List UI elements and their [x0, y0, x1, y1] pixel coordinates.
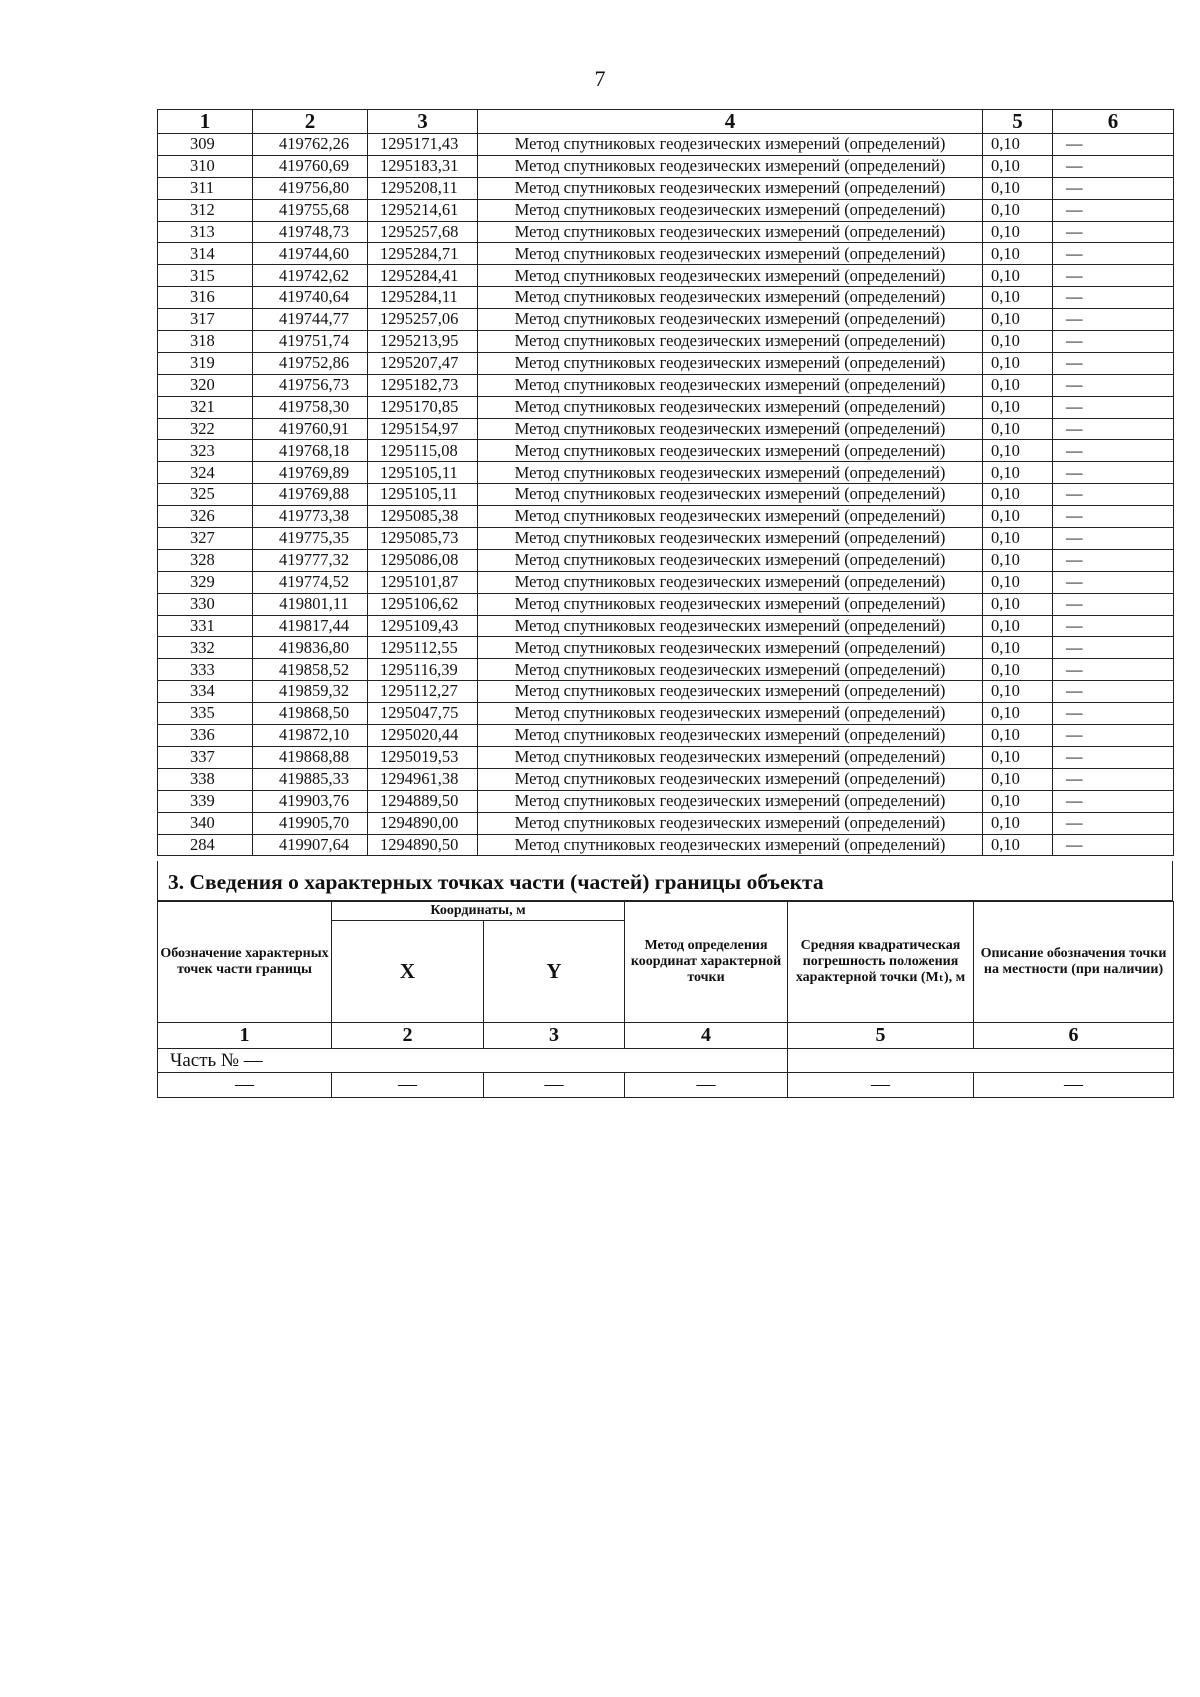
table-row — [158, 265, 1174, 287]
column-header: 6 — [1053, 110, 1174, 134]
method-cell: Метод спутниковых геодезических измерений (определений) — [478, 659, 983, 681]
point-id-cell: 332 — [158, 637, 253, 659]
table-row — [158, 768, 1174, 790]
error-cell: 0,10 — [983, 637, 1053, 659]
table-row — [158, 528, 1174, 550]
table-row — [158, 374, 1174, 396]
description-cell: — — [1053, 528, 1174, 550]
description-cell: — — [1053, 396, 1174, 418]
method-cell: Метод спутниковых геодезических измерений (определений) — [478, 615, 983, 637]
description-cell: — — [1053, 768, 1174, 790]
description-cell: — — [1053, 177, 1174, 199]
point-id-cell: 328 — [158, 549, 253, 571]
error-cell: 0,10 — [983, 243, 1053, 265]
table-header-row — [158, 110, 1174, 134]
designation-header: Обозначение характерных точек части границы — [158, 902, 332, 1023]
point-id-cell: 336 — [158, 725, 253, 747]
x-cell: 419744,60 — [253, 243, 368, 265]
method-cell: Метод спутниковых геодезических измерений (определений) — [478, 549, 983, 571]
y-cell: 1295112,55 — [368, 637, 478, 659]
point-id-cell: 317 — [158, 309, 253, 331]
table-row — [158, 243, 1174, 265]
method-cell: Метод спутниковых геодезических измерений (определений) — [478, 571, 983, 593]
y-cell: 1295170,85 — [368, 396, 478, 418]
x-cell: 419774,52 — [253, 571, 368, 593]
empty-cell: — — [788, 1073, 974, 1098]
y-cell: 1295154,97 — [368, 418, 478, 440]
x-cell: 419773,38 — [253, 506, 368, 528]
table-row — [158, 134, 1174, 156]
method-cell: Метод спутниковых геодезических измерений (определений) — [478, 768, 983, 790]
table-row — [158, 506, 1174, 528]
y-cell: 1295213,95 — [368, 331, 478, 353]
point-id-cell: 284 — [158, 834, 253, 856]
column-number: 3 — [484, 1023, 625, 1049]
table-row — [158, 725, 1174, 747]
part-label-row — [158, 1049, 1174, 1073]
error-cell: 0,10 — [983, 331, 1053, 353]
error-cell: 0,10 — [983, 134, 1053, 156]
method-cell: Метод спутниковых геодезических измерений (определений) — [478, 462, 983, 484]
point-id-cell: 311 — [158, 177, 253, 199]
x-cell: 419859,32 — [253, 681, 368, 703]
y-cell: 1295085,73 — [368, 528, 478, 550]
table-row — [158, 637, 1174, 659]
table-row — [158, 593, 1174, 615]
point-id-cell: 334 — [158, 681, 253, 703]
description-cell: — — [1053, 462, 1174, 484]
column-header: 3 — [368, 110, 478, 134]
y-cell: 1295257,06 — [368, 309, 478, 331]
x-header: X — [332, 921, 484, 1023]
point-id-cell: 326 — [158, 506, 253, 528]
table-row — [158, 309, 1174, 331]
x-cell: 419756,73 — [253, 374, 368, 396]
x-cell: 419868,88 — [253, 746, 368, 768]
error-cell: 0,10 — [983, 746, 1053, 768]
table-row — [158, 287, 1174, 309]
table-row — [158, 396, 1174, 418]
description-cell: — — [1053, 834, 1174, 856]
empty-cell: — — [974, 1073, 1174, 1098]
x-cell: 419777,32 — [253, 549, 368, 571]
y-cell: 1295105,11 — [368, 484, 478, 506]
empty-cell: — — [332, 1073, 484, 1098]
table-row — [158, 659, 1174, 681]
error-cell: 0,10 — [983, 768, 1053, 790]
error-cell: 0,10 — [983, 287, 1053, 309]
error-cell: 0,10 — [983, 265, 1053, 287]
point-id-cell: 339 — [158, 790, 253, 812]
description-cell: — — [1053, 725, 1174, 747]
error-cell: 0,10 — [983, 221, 1053, 243]
description-header: Описание обозначения точки на местности (при наличии) — [974, 902, 1174, 1023]
table-row — [158, 331, 1174, 353]
point-id-cell: 331 — [158, 615, 253, 637]
table-row — [158, 834, 1174, 856]
y-cell: 1295112,27 — [368, 681, 478, 703]
y-cell: 1295284,41 — [368, 265, 478, 287]
column-number: 2 — [332, 1023, 484, 1049]
column-number-row — [158, 1023, 1174, 1049]
point-id-cell: 312 — [158, 199, 253, 221]
error-cell: 0,10 — [983, 790, 1053, 812]
description-cell: — — [1053, 615, 1174, 637]
point-id-cell: 320 — [158, 374, 253, 396]
error-cell: 0,10 — [983, 549, 1053, 571]
description-cell: — — [1053, 309, 1174, 331]
error-cell: 0,10 — [983, 440, 1053, 462]
error-cell: 0,10 — [983, 418, 1053, 440]
method-cell: Метод спутниковых геодезических измерений (определений) — [478, 703, 983, 725]
method-cell: Метод спутниковых геодезических измерений (определений) — [478, 484, 983, 506]
method-cell: Метод спутниковых геодезических измерений (определений) — [478, 812, 983, 834]
point-id-cell: 335 — [158, 703, 253, 725]
point-id-cell: 315 — [158, 265, 253, 287]
y-cell: 1295115,08 — [368, 440, 478, 462]
method-cell: Метод спутниковых геодезических измерений (определений) — [478, 506, 983, 528]
point-id-cell: 325 — [158, 484, 253, 506]
x-cell: 419769,88 — [253, 484, 368, 506]
table-row — [158, 571, 1174, 593]
x-cell: 419748,73 — [253, 221, 368, 243]
point-id-cell: 319 — [158, 352, 253, 374]
table-row — [158, 177, 1174, 199]
column-number: 1 — [158, 1023, 332, 1049]
y-cell: 1295182,73 — [368, 374, 478, 396]
method-cell: Метод спутниковых геодезических измерений (определений) — [478, 265, 983, 287]
x-cell: 419760,91 — [253, 418, 368, 440]
coordinates-table — [157, 109, 1174, 856]
description-cell: — — [1053, 659, 1174, 681]
point-id-cell: 340 — [158, 812, 253, 834]
column-header: 1 — [158, 110, 253, 134]
point-id-cell: 309 — [158, 134, 253, 156]
method-cell: Метод спутниковых геодезических измерений (определений) — [478, 681, 983, 703]
part-points-table — [157, 901, 1174, 1098]
error-cell: 0,10 — [983, 155, 1053, 177]
table-row — [158, 812, 1174, 834]
y-cell: 1295106,62 — [368, 593, 478, 615]
x-cell: 419751,74 — [253, 331, 368, 353]
empty-data-row — [158, 1073, 1174, 1098]
point-id-cell: 324 — [158, 462, 253, 484]
x-cell: 419775,35 — [253, 528, 368, 550]
x-cell: 419758,30 — [253, 396, 368, 418]
method-cell: Метод спутниковых геодезических измерений (определений) — [478, 834, 983, 856]
column-header: 2 — [253, 110, 368, 134]
x-cell: 419769,89 — [253, 462, 368, 484]
point-id-cell: 338 — [158, 768, 253, 790]
description-cell: — — [1053, 637, 1174, 659]
method-cell: Метод спутниковых геодезических измерений (определений) — [478, 418, 983, 440]
y-cell: 1295085,38 — [368, 506, 478, 528]
description-cell: — — [1053, 549, 1174, 571]
description-cell: — — [1053, 374, 1174, 396]
description-cell: — — [1053, 746, 1174, 768]
description-cell: — — [1053, 790, 1174, 812]
y-cell: 1294890,50 — [368, 834, 478, 856]
x-cell: 419907,64 — [253, 834, 368, 856]
table-row — [158, 155, 1174, 177]
y-cell: 1294889,50 — [368, 790, 478, 812]
x-cell: 419885,33 — [253, 768, 368, 790]
y-cell: 1295207,47 — [368, 352, 478, 374]
table-row — [158, 221, 1174, 243]
method-cell: Метод спутниковых геодезических измерений (определений) — [478, 396, 983, 418]
table-row — [158, 440, 1174, 462]
description-cell: — — [1053, 352, 1174, 374]
x-cell: 419752,86 — [253, 352, 368, 374]
description-cell: — — [1053, 287, 1174, 309]
point-id-cell: 313 — [158, 221, 253, 243]
y-cell: 1295105,11 — [368, 462, 478, 484]
table-row — [158, 418, 1174, 440]
point-id-cell: 314 — [158, 243, 253, 265]
y-cell: 1295047,75 — [368, 703, 478, 725]
description-cell: — — [1053, 221, 1174, 243]
point-id-cell: 322 — [158, 418, 253, 440]
empty-cell: — — [158, 1073, 332, 1098]
description-cell: — — [1053, 506, 1174, 528]
error-cell: 0,10 — [983, 725, 1053, 747]
error-cell: 0,10 — [983, 484, 1053, 506]
point-id-cell: 318 — [158, 331, 253, 353]
x-cell: 419744,77 — [253, 309, 368, 331]
y-cell: 1295214,61 — [368, 199, 478, 221]
table-row — [158, 681, 1174, 703]
description-cell: — — [1053, 571, 1174, 593]
error-cell: 0,10 — [983, 659, 1053, 681]
y-cell: 1294890,00 — [368, 812, 478, 834]
description-cell: — — [1053, 593, 1174, 615]
y-cell: 1295284,11 — [368, 287, 478, 309]
part-label: Часть № — — [158, 1049, 788, 1073]
x-cell: 419872,10 — [253, 725, 368, 747]
description-cell: — — [1053, 243, 1174, 265]
y-cell: 1295116,39 — [368, 659, 478, 681]
coordinates-table-body — [158, 134, 1174, 856]
error-cell: 0,10 — [983, 703, 1053, 725]
x-cell: 419742,62 — [253, 265, 368, 287]
error-cell: 0,10 — [983, 571, 1053, 593]
y-cell: 1295171,43 — [368, 134, 478, 156]
error-cell: 0,10 — [983, 615, 1053, 637]
x-cell: 419836,80 — [253, 637, 368, 659]
point-id-cell: 310 — [158, 155, 253, 177]
x-cell: 419801,11 — [253, 593, 368, 615]
method-cell: Метод спутниковых геодезических измерений (определений) — [478, 374, 983, 396]
error-cell: 0,10 — [983, 374, 1053, 396]
description-cell: — — [1053, 331, 1174, 353]
x-cell: 419762,26 — [253, 134, 368, 156]
x-cell: 419755,68 — [253, 199, 368, 221]
point-id-cell: 333 — [158, 659, 253, 681]
y-cell: 1295020,44 — [368, 725, 478, 747]
point-id-cell: 337 — [158, 746, 253, 768]
table-row — [158, 615, 1174, 637]
column-header: 4 — [478, 110, 983, 134]
x-cell: 419858,52 — [253, 659, 368, 681]
method-cell: Метод спутниковых геодезических измерений (определений) — [478, 637, 983, 659]
y-cell: 1295109,43 — [368, 615, 478, 637]
column-number: 4 — [625, 1023, 788, 1049]
point-id-cell: 323 — [158, 440, 253, 462]
table-row — [158, 703, 1174, 725]
description-cell: — — [1053, 440, 1174, 462]
y-cell: 1295101,87 — [368, 571, 478, 593]
description-cell: — — [1053, 199, 1174, 221]
error-cell: 0,10 — [983, 396, 1053, 418]
error-cell: 0,10 — [983, 309, 1053, 331]
table-row — [158, 549, 1174, 571]
error-header: Средняя квадратическая погрешность положения характерной точки (Mₜ), м — [788, 902, 974, 1023]
page-number: 7 — [594, 66, 606, 91]
description-cell: — — [1053, 681, 1174, 703]
column-header: 5 — [983, 110, 1053, 134]
method-cell: Метод спутниковых геодезических измерений (определений) — [478, 352, 983, 374]
method-cell: Метод спутниковых геодезических измерений (определений) — [478, 528, 983, 550]
description-cell: — — [1053, 484, 1174, 506]
x-cell: 419817,44 — [253, 615, 368, 637]
empty-cell: — — [484, 1073, 625, 1098]
y-cell: 1295183,31 — [368, 155, 478, 177]
method-cell: Метод спутниковых геодезических измерений (определений) — [478, 287, 983, 309]
y-header: Y — [484, 921, 625, 1023]
parts-header-row — [158, 902, 1174, 921]
method-cell: Метод спутниковых геодезических измерений (определений) — [478, 243, 983, 265]
method-cell: Метод спутниковых геодезических измерений (определений) — [478, 155, 983, 177]
method-cell: Метод спутниковых геодезических измерений (определений) — [478, 134, 983, 156]
part-label-empty — [788, 1049, 1174, 1073]
error-cell: 0,10 — [983, 528, 1053, 550]
description-cell: — — [1053, 265, 1174, 287]
y-cell: 1295284,71 — [368, 243, 478, 265]
error-cell: 0,10 — [983, 462, 1053, 484]
table-row — [158, 746, 1174, 768]
y-cell: 1295257,68 — [368, 221, 478, 243]
point-id-cell: 329 — [158, 571, 253, 593]
method-cell: Метод спутниковых геодезических измерений (определений) — [478, 725, 983, 747]
y-cell: 1295019,53 — [368, 746, 478, 768]
x-cell: 419740,64 — [253, 287, 368, 309]
error-cell: 0,10 — [983, 834, 1053, 856]
error-cell: 0,10 — [983, 812, 1053, 834]
y-cell: 1295208,11 — [368, 177, 478, 199]
description-cell: — — [1053, 155, 1174, 177]
error-cell: 0,10 — [983, 199, 1053, 221]
x-cell: 419760,69 — [253, 155, 368, 177]
point-id-cell: 321 — [158, 396, 253, 418]
table-row — [158, 352, 1174, 374]
y-cell: 1294961,38 — [368, 768, 478, 790]
method-cell: Метод спутниковых геодезических измерений (определений) — [478, 177, 983, 199]
error-cell: 0,10 — [983, 681, 1053, 703]
error-cell: 0,10 — [983, 506, 1053, 528]
method-cell: Метод спутниковых геодезических измерений (определений) — [478, 309, 983, 331]
section-3-box — [157, 861, 1173, 901]
empty-cell: — — [625, 1073, 788, 1098]
method-cell: Метод спутниковых геодезических измерений (определений) — [478, 221, 983, 243]
point-id-cell: 316 — [158, 287, 253, 309]
method-cell: Метод спутниковых геодезических измерений (определений) — [478, 746, 983, 768]
method-cell: Метод спутниковых геодезических измерений (определений) — [478, 199, 983, 221]
description-cell: — — [1053, 703, 1174, 725]
description-cell: — — [1053, 812, 1174, 834]
error-cell: 0,10 — [983, 593, 1053, 615]
error-cell: 0,10 — [983, 352, 1053, 374]
column-number: 5 — [788, 1023, 974, 1049]
table-row — [158, 199, 1174, 221]
table-row — [158, 462, 1174, 484]
y-cell: 1295086,08 — [368, 549, 478, 571]
method-header: Метод определения координат характерной точки — [625, 902, 788, 1023]
coordinates-group-header: Координаты, м — [332, 902, 625, 921]
method-cell: Метод спутниковых геодезических измерений (определений) — [478, 440, 983, 462]
table-row — [158, 484, 1174, 506]
column-number: 6 — [974, 1023, 1174, 1049]
x-cell: 419868,50 — [253, 703, 368, 725]
method-cell: Метод спутниковых геодезических измерений (определений) — [478, 593, 983, 615]
error-cell: 0,10 — [983, 177, 1053, 199]
point-id-cell: 330 — [158, 593, 253, 615]
x-cell: 419768,18 — [253, 440, 368, 462]
table-row — [158, 790, 1174, 812]
section-title: 3. Сведения о характерных точках части (частей) границы объекта — [168, 870, 824, 894]
method-cell: Метод спутниковых геодезических измерений (определений) — [478, 331, 983, 353]
description-cell: — — [1053, 418, 1174, 440]
method-cell: Метод спутниковых геодезических измерений (определений) — [478, 790, 983, 812]
x-cell: 419756,80 — [253, 177, 368, 199]
description-cell: — — [1053, 134, 1174, 156]
x-cell: 419905,70 — [253, 812, 368, 834]
point-id-cell: 327 — [158, 528, 253, 550]
x-cell: 419903,76 — [253, 790, 368, 812]
